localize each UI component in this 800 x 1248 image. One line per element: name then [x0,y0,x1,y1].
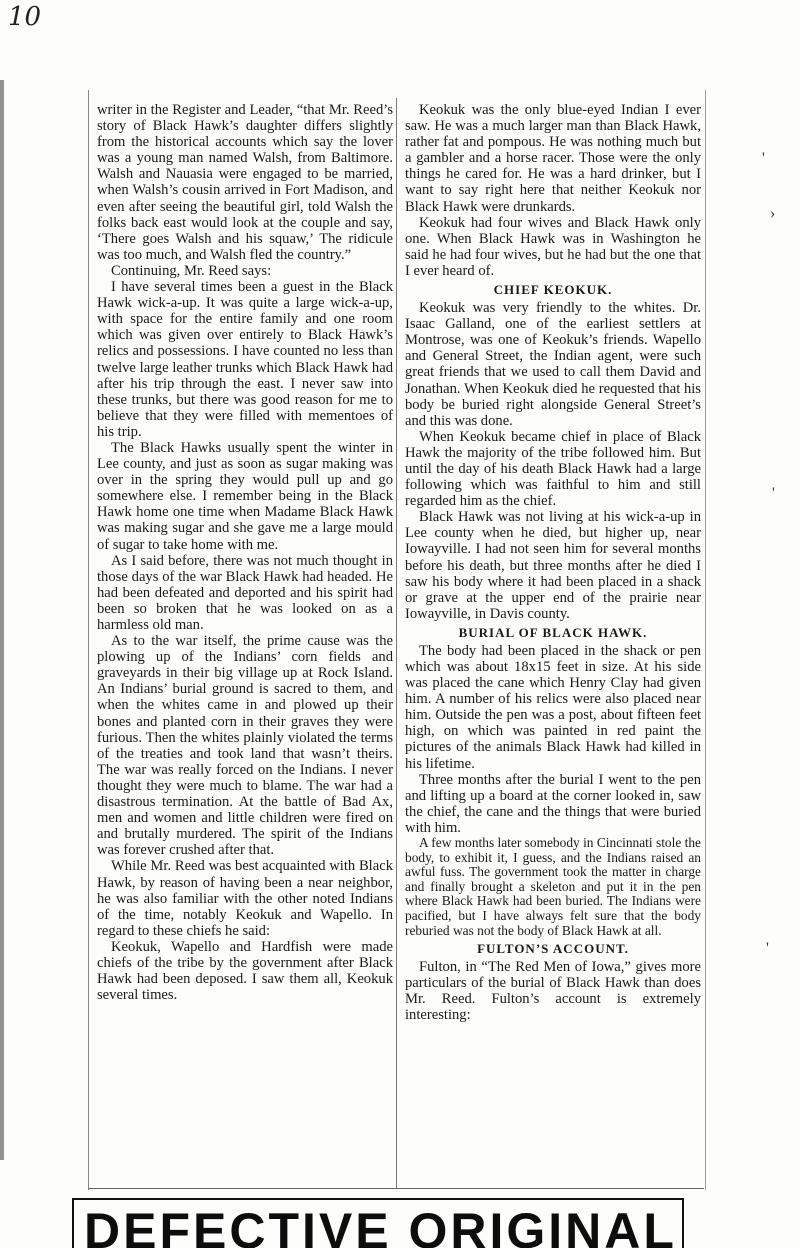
article-paragraph: A few months later somebody in Cincinnati stole the body, to exhibit it, I guess, and the Indians raised an awful fuss. The government took the matter in charge and finally brought a skeleton and put it in the pen where Black Hawk had been buried. The Indians were pacified, but I have always felt sure that the body reburied was not the body of Black Hawk at all. [405,835,701,938]
section-heading-fultons-account: FULTON’S ACCOUNT. [477,941,629,957]
article-paragraph: Three months after the burial I went to the pen and lifting up a board at the corner looked in, saw the chief, the cane and the things that were buried with him. [405,771,701,836]
article-paragraph: When Keokuk became chief in place of Black Hawk the majority of the tribe followed him. But until the day of his death Black Hawk had a large following which was faithful to him and still regarded him as the chief. [405,428,701,510]
article-paragraph: The body had been placed in the shack or pen which was about 18x15 feet in size. At his side was placed the cane which Henry Clay had given him. A number of his relics were also placed near him. Outside the pen was a post, about fifteen feet high, on which was painted in red paint the pictures of the animals Black Hawk had killed in his lifetime. [405,642,701,772]
article-paragraph: Continuing, Mr. Reed says: [111,262,272,279]
section-heading-chief-keokuk: CHIEF KEOKUK. [493,282,613,298]
article-paragraph: Fulton, in “The Red Men of Iowa,” gives more particulars of the burial of Black Hawk than does Mr. Reed. Fulton’s account is extremely interesting: [405,959,701,1024]
article-paragraph: Keokuk had four wives and Black Hawk only one. When Black Hawk was in Washington he said he had four wives, but he had but the one that I ever heard of. [405,214,701,279]
article-paragraph: As I said before, there was not much thought in those days of the war Black Hawk had headed. He had been defeated and deported and his spirit had been so broken that he was looked on as a harmless old man. [97,552,393,633]
left-column [97,102,393,1003]
article-paragraph: Keokuk, Wapello and Hardfish were made chiefs of the tribe by the government after Black Hawk had been deposed. I saw them all, Keokuk several times. [97,938,393,1004]
clipping-bottom-edge [88,1188,704,1189]
margin-mark: ' [772,485,775,502]
defective-original-stamp [72,1198,684,1248]
scan-edge-shadow [0,80,4,1160]
margin-mark: › [770,205,776,222]
page-number: 10 [8,2,42,32]
margin-mark: ' [766,940,769,957]
article-paragraph: Keokuk was very friendly to the whites. Dr. Isaac Galland, one of the earliest settlers at Montrose, was one of Keokuk’s friends. Wapello and General Street, the Indian agent, were such great friends that we used to call them David and Jonathan. When Keokuk died he requested that his body be buried right alongside General Street’s and this was done. [405,300,701,429]
article-paragraph: I have several times been a guest in the Black Hawk wick-a-up. It was quite a large wick-a-up, with space for the entire family and one room which was given over entirely to Black Hawk’s relics and possessions. I have counted no less than twelve large leather trunks which Black Hawk had after his trip through the east. I never saw into these trunks, but there was good reason for me to believe that they were filled with mementoes of his trip. [97,279,393,440]
article-paragraph: While Mr. Reed was best acquainted with Black Hawk, by reason of having been a near neighbor, he was also familiar with the other noted Indians of the time, notably Keokuk and Wapello. In regard to these chiefs he said: [97,858,393,939]
article-paragraph: As to the war itself, the prime cause was the plowing up of the Indians’ corn fields and graveyards in their big village up at Rock Island. An Indians’ burial ground is sacred to them, and when the whites came in and plowed up their bones and planted corn in their graves they were furious. Then the whites plainly violated the terms of the treaties and took land that wasn’t theirs. The war was really forced on the Indians. I never thought they were much to blame. The war had a disastrous termination. At the battle of Bad Ax, men and women and little children were fired on and brutally murdered. The spirit of the Indians was forever crushed after that. [97,633,393,859]
article-paragraph: writer in the Register and Leader, “that Mr. Reed’s story of Black Hawk’s daughter differs slightly from the historical accounts which say the lover was a young man named Walsh, from Baltimore. Walsh and Nauasia were engaged to be married, when Walsh’s cousin arrived in Fort Madison, and even after seeing the beautiful girl, told Walsh the folks back east would look at the couple and say, ‘There goes Walsh and his squaw,’ The ridicule was too much, and Walsh fled the country.” [97,102,393,263]
article-paragraph: Black Hawk was not living at his wick-a-up in Lee county when he died, but higher up, near Iowayville. I had not seen him for several months before his death, but three months after he died I saw his body where it had been placed in a shack or grave at the upper end of the prairie near Iowayville, in Davis county. [405,509,701,622]
section-heading-burial: BURIAL OF BLACK HAWK. [458,624,648,640]
newspaper-clipping [88,90,706,1190]
right-column [405,102,701,1024]
stamp-text: DEFECTIVE ORIGINAL [84,1203,677,1248]
article-paragraph: Keokuk was the only blue-eyed Indian I ever saw. He was a much larger man than Black Hawk, rather fat and pompous. He was nothing much but a gambler and a horse racer. Those were the only things he cared for. He was a hard drinker, but I want to say right here that neither Keokuk nor Black Hawk were drunkards. [405,102,701,215]
margin-mark: ' [762,150,765,167]
column-divider [396,98,397,1188]
article-paragraph: The Black Hawks usually spent the winter in Lee county, and just as soon as sugar making was over in the spring they would pull up and go somewhere else. I remember being in the Black Hawk home one time when Madame Black Hawk was making sugar and she gave me a large mould of sugar to take home with me. [97,439,393,553]
